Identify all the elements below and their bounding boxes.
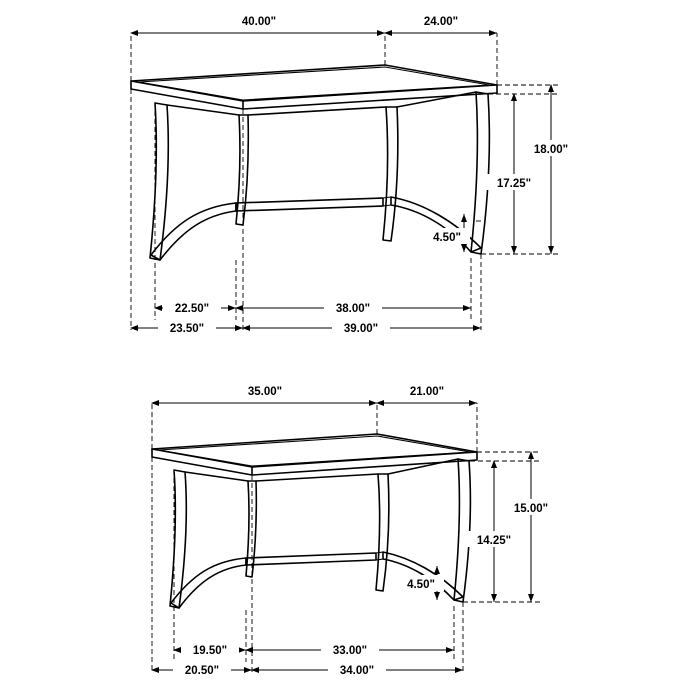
dim-top-width-1 <box>131 12 385 33</box>
dim-label-leg-width-inner-1: 38.00" <box>335 303 371 315</box>
dim-leg-width-outer-1 <box>243 319 481 335</box>
dim-label-overall-height-2: 15.00" <box>513 503 549 515</box>
dim-label-leg-width-outer-2: 34.00" <box>339 665 375 677</box>
dim-leg-width-outer-2 <box>252 661 463 677</box>
dim-leg-depth-outer-1 <box>131 319 243 335</box>
dim-top-depth-1 <box>385 12 497 33</box>
dim-label-overall-height-1: 18.00" <box>533 144 569 156</box>
dim-label-stretcher-height-1: 4.50" <box>433 232 461 244</box>
figure-coffee-table <box>152 382 560 677</box>
dim-label-leg-depth-inner-1: 22.50" <box>174 303 210 315</box>
dim-label-top-depth-2: 21.00" <box>409 386 445 398</box>
dim-label-top-width-2: 35.00" <box>247 386 283 398</box>
dim-label-stretcher-height-2: 4.50" <box>407 579 435 591</box>
dim-leg-depth-outer-2 <box>152 661 252 677</box>
dim-label-leg-width-inner-2: 33.00" <box>332 645 368 657</box>
dim-top-width-2 <box>152 382 377 403</box>
dim-label-top-depth-1: 24.00" <box>423 16 459 28</box>
dim-label-leg-depth-outer-1: 23.50" <box>169 323 205 335</box>
dim-label-apron-height-2: 14.25" <box>476 535 512 547</box>
dim-apron-height-1 <box>485 94 543 254</box>
figure-counter-height-table <box>131 12 580 335</box>
dim-label-apron-height-1: 17.25" <box>496 178 532 190</box>
dim-overall-height-2 <box>502 452 560 602</box>
dim-top-depth-2 <box>377 382 477 403</box>
dim-leg-width-inner-2 <box>246 641 454 657</box>
dim-apron-height-2 <box>465 461 523 602</box>
dim-stretcher-height-2 <box>398 566 444 600</box>
dim-leg-depth-inner-1 <box>155 299 236 315</box>
dim-overall-height-1 <box>522 85 580 254</box>
dim-label-top-width-1: 40.00" <box>241 16 277 28</box>
dim-leg-width-inner-1 <box>236 299 471 315</box>
dim-leg-depth-inner-2 <box>174 641 246 657</box>
dim-label-leg-depth-outer-2: 20.50" <box>184 665 220 677</box>
dim-label-leg-depth-inner-2: 19.50" <box>192 645 228 657</box>
dim-label-leg-width-outer-1: 39.00" <box>343 323 379 335</box>
